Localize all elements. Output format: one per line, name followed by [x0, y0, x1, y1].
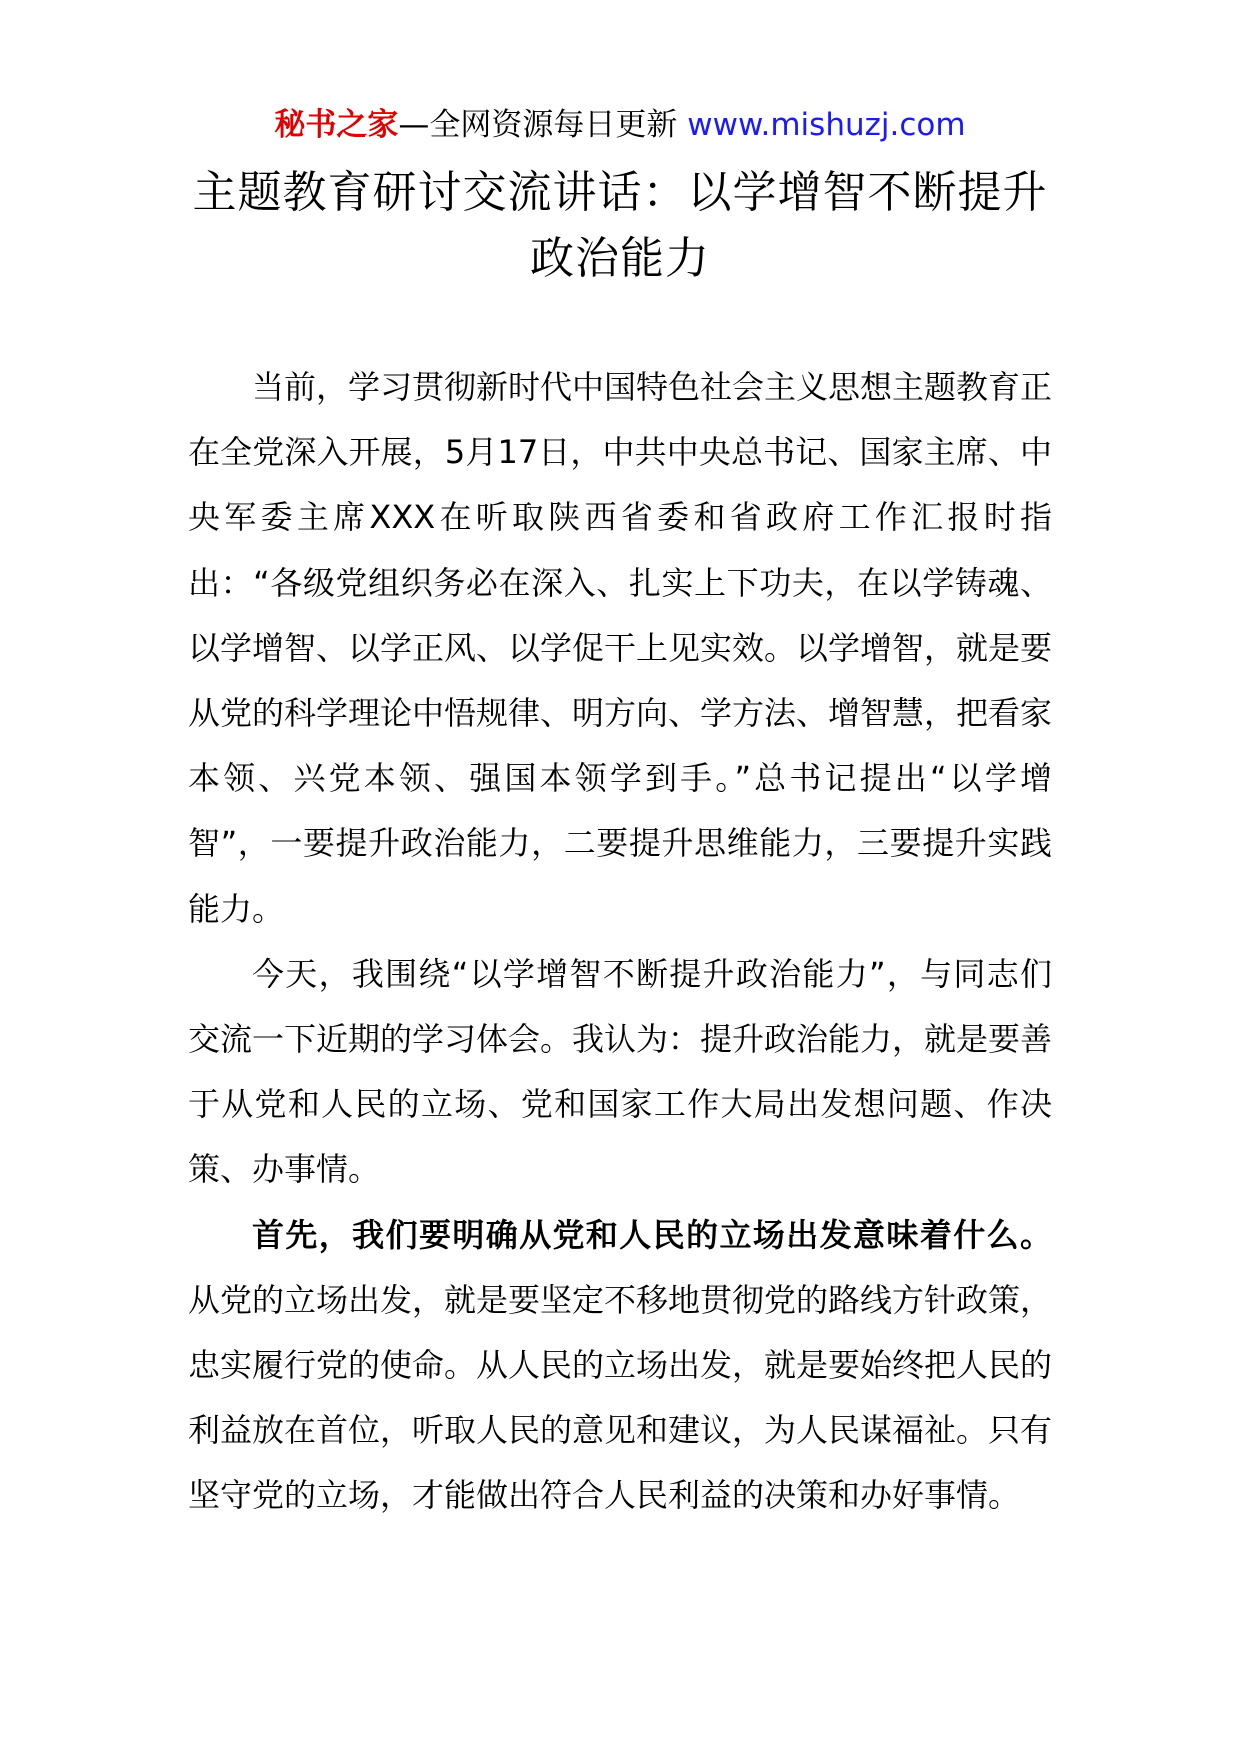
document-body	[188, 355, 1052, 1529]
paragraph-intro	[188, 355, 1052, 942]
brand-name: 秘书之家	[274, 107, 399, 143]
paragraph-text: 从党的立场出发，就是要坚定不移地贯彻党的路线方针政策，忠实履行党的使命。从人民的立场出发，就是要始终把人民的利益放在首位，听取人民的意见和建议，为人民谋福祉。只有坚守党的立场，才能做出符合人民利益的决策和办好事情。	[188, 1280, 1053, 1515]
document-title: 主题教育研讨交流讲话：以学增智不断提升政治能力	[192, 167, 1048, 284]
paragraph-text: 当前，学习贯彻新时代中国特色社会主义思想主题教育正在全党深入开展，5月17日，中共中央总书记、国家主席、中央军委主席XXX在听取陕西省委和省政府工作汇报时指出：“各级党组织务必在深入、扎实上下功夫，在以学铸魂、以学增智、以学正风、以学促干上见实效。以学增智，就是要从党的科学理论中悟规律、明方向、学方法、增智慧，把看家本领、兴党本领、强国本领学到手。”总书记提出“以学增智”，一要提升政治能力，二要提升思维能力，三要提升实践能力。	[188, 368, 1053, 928]
paragraph-first-point	[188, 1203, 1052, 1529]
site-url-link[interactable]: www.mishuzj.com	[687, 107, 966, 143]
site-header	[0, 100, 1240, 150]
paragraph-text: 今天，我围绕“以学增智不断提升政治能力”，与同志们交流一下近期的学习体会。我认为：提升政治能力，就是要善于从党和人民的立场、党和国家工作大局出发想问题、作决策、办事情。	[188, 954, 1053, 1189]
header-slogan: —全网资源每日更新	[398, 107, 678, 143]
paragraph-topic	[188, 942, 1052, 1203]
paragraph-lead: 首先，我们要明确从党和人民的立场出发意味着什么。	[252, 1215, 1052, 1254]
